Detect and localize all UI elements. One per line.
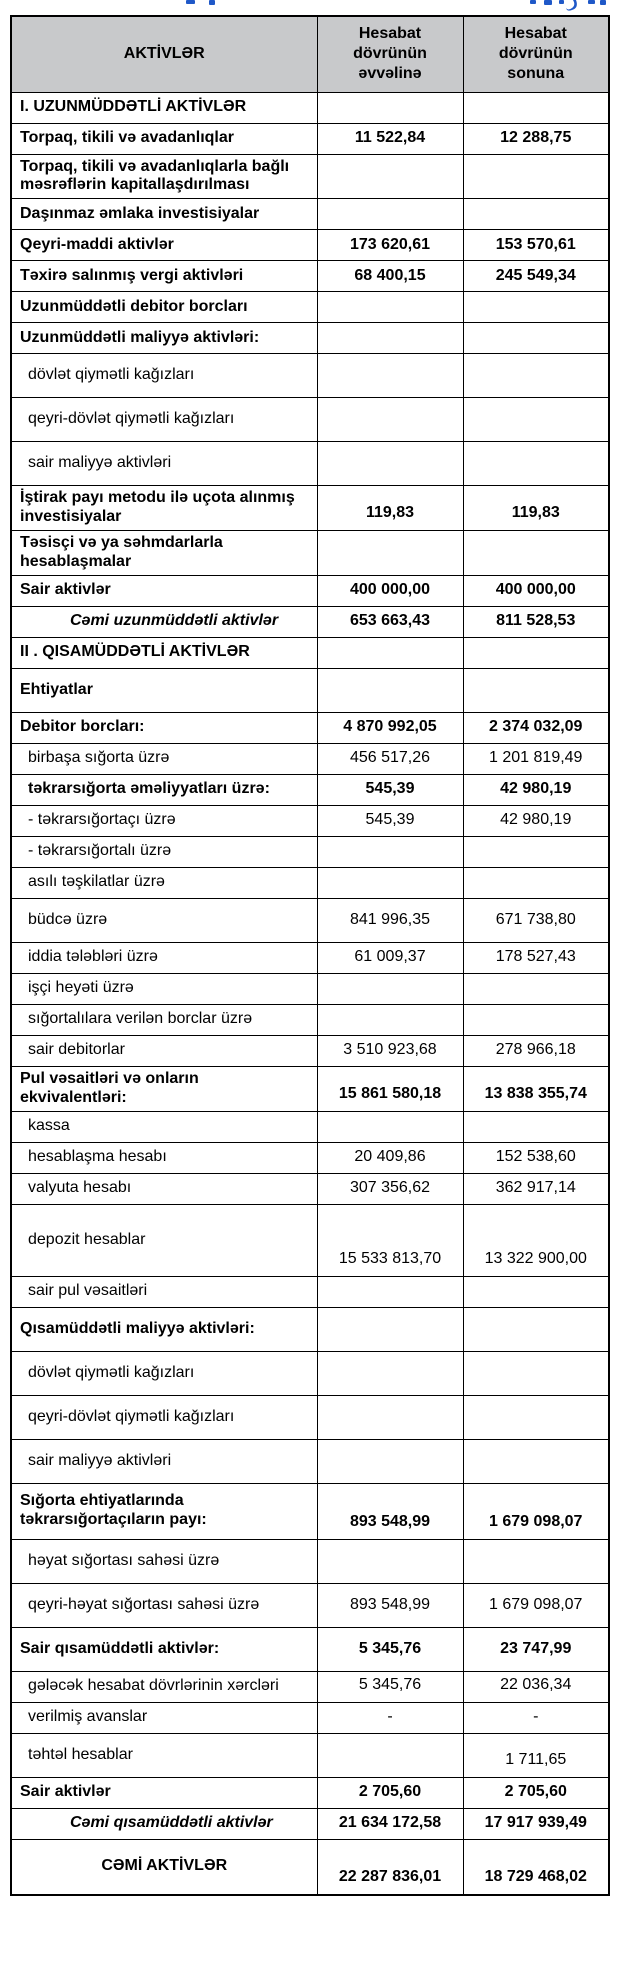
table-row <box>11 1066 609 1111</box>
row-value-start: 3 510 923,68 <box>317 1035 463 1066</box>
row-value-end <box>463 1111 609 1142</box>
row-label: sığortalılara verilən borclar üzrə <box>11 1004 317 1035</box>
row-label: təkrarsığorta əməliyyatları üzrə: <box>11 774 317 805</box>
row-value-end <box>463 1351 609 1395</box>
row-value-start: 4 870 992,05 <box>317 712 463 743</box>
table-row <box>11 486 609 531</box>
table-row <box>11 1395 609 1439</box>
row-value-end <box>463 292 609 323</box>
table-row <box>11 805 609 836</box>
assets-table <box>10 15 610 1896</box>
row-value-end: 13 322 900,00 <box>463 1204 609 1276</box>
row-value-start <box>317 1539 463 1583</box>
table-row <box>11 1351 609 1395</box>
row-value-start: 61 009,37 <box>317 942 463 973</box>
row-label: dövlət qiymətli kağızları <box>11 354 317 398</box>
table-row <box>11 1483 609 1539</box>
row-value-end: 400 000,00 <box>463 575 609 606</box>
row-value-start <box>317 354 463 398</box>
row-value-start: 11 522,84 <box>317 123 463 154</box>
table-row <box>11 1808 609 1839</box>
table-row <box>11 668 609 712</box>
row-value-end <box>463 1439 609 1483</box>
row-value-start <box>317 1276 463 1307</box>
row-value-end <box>463 154 609 199</box>
row-value-start <box>317 92 463 123</box>
row-value-end: 119,83 <box>463 486 609 531</box>
row-value-start: 5 345,76 <box>317 1671 463 1702</box>
row-label: sair debitorlar <box>11 1035 317 1066</box>
row-label: - təkrarsığortaçı üzrə <box>11 805 317 836</box>
row-value-end: 1 679 098,07 <box>463 1483 609 1539</box>
table-row <box>11 1583 609 1627</box>
row-value-end: 178 527,43 <box>463 942 609 973</box>
row-value-start: 456 517,26 <box>317 743 463 774</box>
row-value-start: 15 861 580,18 <box>317 1066 463 1111</box>
row-label: II . QISAMÜDDƏTLİ AKTİVLƏR <box>11 637 317 668</box>
row-value-end <box>463 637 609 668</box>
table-row <box>11 867 609 898</box>
table-body <box>11 92 609 1895</box>
row-label: Təsisçi və ya səhmdarlarla hesablaşmalar <box>11 531 317 576</box>
table-row <box>11 575 609 606</box>
row-value-start <box>317 323 463 354</box>
row-value-start <box>317 668 463 712</box>
row-label: gələcək hesabat dövrlərinin xərcləri <box>11 1671 317 1702</box>
row-label: sair maliyyə aktivləri <box>11 442 317 486</box>
header-period-end: Hesabat dövrünün sonuna <box>463 16 609 92</box>
row-value-start <box>317 973 463 1004</box>
table-row <box>11 712 609 743</box>
row-value-end: 811 528,53 <box>463 606 609 637</box>
row-value-end <box>463 836 609 867</box>
table-row <box>11 1671 609 1702</box>
row-label: - təkrarsığortalı üzrə <box>11 836 317 867</box>
row-value-start: 119,83 <box>317 486 463 531</box>
table-row <box>11 836 609 867</box>
row-value-end: 17 917 939,49 <box>463 1808 609 1839</box>
row-label: İştirak payı metodu ilə uçota alınmış investisiyalar <box>11 486 317 531</box>
row-value-end <box>463 1395 609 1439</box>
table-row <box>11 531 609 576</box>
row-value-start <box>317 1004 463 1035</box>
row-value-end: 362 917,14 <box>463 1173 609 1204</box>
row-value-end: 1 201 819,49 <box>463 743 609 774</box>
table-row <box>11 1142 609 1173</box>
table-row <box>11 1035 609 1066</box>
row-value-end <box>463 92 609 123</box>
table-row <box>11 942 609 973</box>
row-label: dövlət qiymətli kağızları <box>11 1351 317 1395</box>
row-value-end: 42 980,19 <box>463 805 609 836</box>
table-row <box>11 774 609 805</box>
row-label: Sair aktivlər <box>11 575 317 606</box>
row-value-end: 22 036,34 <box>463 1671 609 1702</box>
row-label: qeyri-dövlət qiymətli kağızları <box>11 398 317 442</box>
table-row <box>11 1777 609 1808</box>
table-row <box>11 1627 609 1671</box>
table-row <box>11 398 609 442</box>
row-value-start <box>317 1439 463 1483</box>
row-value-end: 18 729 468,02 <box>463 1839 609 1895</box>
row-label: Cəmi uzunmüddətli aktivlər <box>11 606 317 637</box>
row-label: qeyri-həyat sığortası sahəsi üzrə <box>11 1583 317 1627</box>
table-row <box>11 230 609 261</box>
row-label: Təxirə salınmış vergi aktivləri <box>11 261 317 292</box>
row-label: Sair aktivlər <box>11 1777 317 1808</box>
clipped-title-fragments <box>10 0 608 13</box>
row-value-start <box>317 1395 463 1439</box>
row-label: işçi heyəti üzrə <box>11 973 317 1004</box>
row-value-end: 671 738,80 <box>463 898 609 942</box>
row-label: I. UZUNMÜDDƏTLİ AKTİVLƏR <box>11 92 317 123</box>
row-label: CƏMİ AKTİVLƏR <box>11 1839 317 1895</box>
row-value-start: 545,39 <box>317 805 463 836</box>
row-value-start: 893 548,99 <box>317 1483 463 1539</box>
table-row <box>11 1839 609 1895</box>
row-label: Ehtiyatlar <box>11 668 317 712</box>
row-value-end: 2 374 032,09 <box>463 712 609 743</box>
row-value-end: 152 538,60 <box>463 1142 609 1173</box>
row-label: kassa <box>11 1111 317 1142</box>
row-value-start: 653 663,43 <box>317 606 463 637</box>
row-value-start: 68 400,15 <box>317 261 463 292</box>
row-label: büdcə üzrə <box>11 898 317 942</box>
table-row <box>11 1111 609 1142</box>
row-value-end: 13 838 355,74 <box>463 1066 609 1111</box>
table-row <box>11 442 609 486</box>
row-value-start <box>317 836 463 867</box>
table-row <box>11 898 609 942</box>
row-value-end: - <box>463 1702 609 1733</box>
row-value-start: 545,39 <box>317 774 463 805</box>
row-value-start: 307 356,62 <box>317 1173 463 1204</box>
row-value-start: 20 409,86 <box>317 1142 463 1173</box>
row-value-start <box>317 1307 463 1351</box>
table-row <box>11 1733 609 1777</box>
row-label: asılı təşkilatlar üzrə <box>11 867 317 898</box>
row-value-end: 245 549,34 <box>463 261 609 292</box>
table-header <box>11 16 609 92</box>
row-label: Uzunmüddətli maliyyə aktivləri: <box>11 323 317 354</box>
table-row <box>11 973 609 1004</box>
table-row <box>11 1204 609 1276</box>
row-label: Debitor borcları: <box>11 712 317 743</box>
row-label: sair maliyyə aktivləri <box>11 1439 317 1483</box>
row-value-start <box>317 398 463 442</box>
row-label: təhtəl hesablar <box>11 1733 317 1777</box>
table-row <box>11 637 609 668</box>
table-row <box>11 199 609 230</box>
row-label: depozit hesablar <box>11 1204 317 1276</box>
row-value-start <box>317 154 463 199</box>
row-label: sair pul vəsaitləri <box>11 1276 317 1307</box>
row-value-end <box>463 668 609 712</box>
header-aktivler: AKTİVLƏR <box>11 16 317 92</box>
row-value-end: 12 288,75 <box>463 123 609 154</box>
table-row <box>11 1276 609 1307</box>
table-row <box>11 323 609 354</box>
row-value-start: 841 996,35 <box>317 898 463 942</box>
row-value-start: 173 620,61 <box>317 230 463 261</box>
row-value-start: 21 634 172,58 <box>317 1808 463 1839</box>
table-row <box>11 354 609 398</box>
row-label: valyuta hesabı <box>11 1173 317 1204</box>
row-label: Cəmi qısamüddətli aktivlər <box>11 1808 317 1839</box>
table-row <box>11 606 609 637</box>
row-label: Daşınmaz əmlaka investisiyalar <box>11 199 317 230</box>
row-value-start <box>317 1733 463 1777</box>
row-value-end <box>463 867 609 898</box>
row-value-end <box>463 323 609 354</box>
row-label: Pul vəsaitləri və onların ekvivalentləri: <box>11 1066 317 1111</box>
row-value-start <box>317 531 463 576</box>
row-value-start: 15 533 813,70 <box>317 1204 463 1276</box>
table-row <box>11 123 609 154</box>
row-value-start <box>317 637 463 668</box>
table-row <box>11 1702 609 1733</box>
row-value-end <box>463 398 609 442</box>
table-row <box>11 1307 609 1351</box>
row-label: Qeyri-maddi aktivlər <box>11 230 317 261</box>
row-label: birbaşa sığorta üzrə <box>11 743 317 774</box>
table-row <box>11 1173 609 1204</box>
table-row <box>11 261 609 292</box>
row-value-end <box>463 1307 609 1351</box>
table-row <box>11 92 609 123</box>
row-value-end <box>463 199 609 230</box>
row-value-end: 42 980,19 <box>463 774 609 805</box>
row-value-start <box>317 292 463 323</box>
row-value-start <box>317 442 463 486</box>
table-row <box>11 743 609 774</box>
row-value-end: 2 705,60 <box>463 1777 609 1808</box>
row-value-end: 1 711,65 <box>463 1733 609 1777</box>
row-value-end: 1 679 098,07 <box>463 1583 609 1627</box>
row-value-start: - <box>317 1702 463 1733</box>
table-row <box>11 292 609 323</box>
row-value-end <box>463 1539 609 1583</box>
row-value-start: 2 705,60 <box>317 1777 463 1808</box>
row-value-start: 400 000,00 <box>317 575 463 606</box>
row-value-end: 23 747,99 <box>463 1627 609 1671</box>
row-label: Torpaq, tikili və avadanlıqlarla bağlı məsrəflərin kapitallaşdırılması <box>11 154 317 199</box>
clipped-blue-text-icon <box>10 0 608 13</box>
row-label: qeyri-dövlət qiymətli kağızları <box>11 1395 317 1439</box>
row-value-end: 153 570,61 <box>463 230 609 261</box>
row-value-start <box>317 1351 463 1395</box>
row-label: iddia tələbləri üzrə <box>11 942 317 973</box>
row-value-start <box>317 867 463 898</box>
row-value-start: 893 548,99 <box>317 1583 463 1627</box>
row-label: Qısamüddətli maliyyə aktivləri: <box>11 1307 317 1351</box>
row-label: hesablaşma hesabı <box>11 1142 317 1173</box>
table-row <box>11 1539 609 1583</box>
row-value-start: 5 345,76 <box>317 1627 463 1671</box>
row-value-end <box>463 973 609 1004</box>
row-label: həyat sığortası sahəsi üzrə <box>11 1539 317 1583</box>
row-value-end <box>463 1276 609 1307</box>
row-value-end <box>463 354 609 398</box>
header-period-start: Hesabat dövrünün əvvəlinə <box>317 16 463 92</box>
table-row <box>11 154 609 199</box>
row-value-start: 22 287 836,01 <box>317 1839 463 1895</box>
table-row <box>11 1004 609 1035</box>
row-value-start <box>317 1111 463 1142</box>
row-value-end <box>463 1004 609 1035</box>
header-row <box>11 16 609 92</box>
row-label: Sair qısamüddətli aktivlər: <box>11 1627 317 1671</box>
row-value-end: 278 966,18 <box>463 1035 609 1066</box>
row-label: verilmiş avanslar <box>11 1702 317 1733</box>
table-row <box>11 1439 609 1483</box>
row-label: Sığorta ehtiyatlarında təkrarsığortaçıların payı: <box>11 1483 317 1539</box>
row-label: Torpaq, tikili və avadanlıqlar <box>11 123 317 154</box>
row-value-end <box>463 442 609 486</box>
row-value-end <box>463 531 609 576</box>
row-label: Uzunmüddətli debitor borcları <box>11 292 317 323</box>
row-value-start <box>317 199 463 230</box>
